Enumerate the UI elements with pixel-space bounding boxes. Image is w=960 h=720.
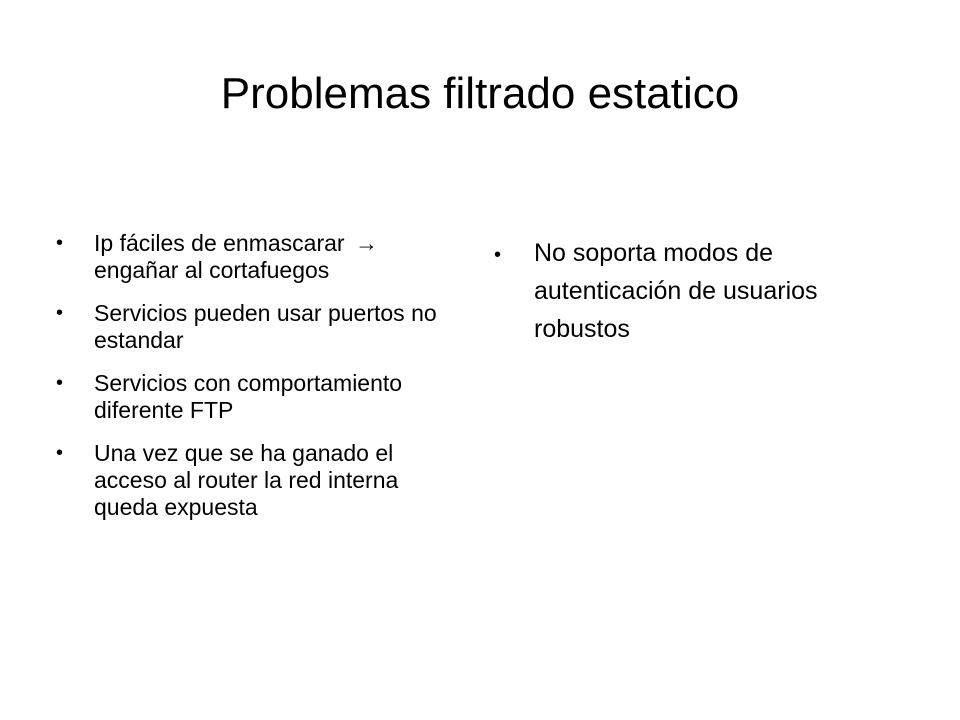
bullet-dot: • bbox=[494, 244, 502, 266]
bullet-text-continued: engañar al cortafuegos bbox=[94, 257, 330, 283]
bullet-item bbox=[56, 300, 468, 354]
bullet-item bbox=[56, 440, 468, 521]
bullet-text: Servicios pueden usar puertos no estandar bbox=[94, 300, 437, 353]
bullet-text: Ip fáciles de enmascarar bbox=[94, 230, 345, 256]
slide-title: Problemas filtrado estatico bbox=[220, 69, 740, 118]
bullet-dot: • bbox=[56, 372, 64, 394]
bullet-dot: • bbox=[56, 442, 64, 464]
bullet-text: No soporta modos de autenticación de usuarios robustos bbox=[534, 239, 818, 343]
left-bullet-list bbox=[56, 230, 468, 537]
right-bullet-list bbox=[494, 234, 904, 364]
bullet-text: Una vez que se ha ganado el acceso al router la red interna queda expuesta bbox=[94, 440, 399, 520]
bullet-dot: • bbox=[56, 232, 64, 254]
bullet-item bbox=[494, 234, 904, 348]
bullet-item bbox=[56, 230, 468, 284]
arrow-right-icon: → bbox=[354, 230, 378, 256]
bullet-text: Servicios con comportamiento diferente FTP bbox=[94, 370, 403, 423]
bullet-item bbox=[56, 370, 468, 424]
bullet-dot: • bbox=[56, 302, 64, 324]
